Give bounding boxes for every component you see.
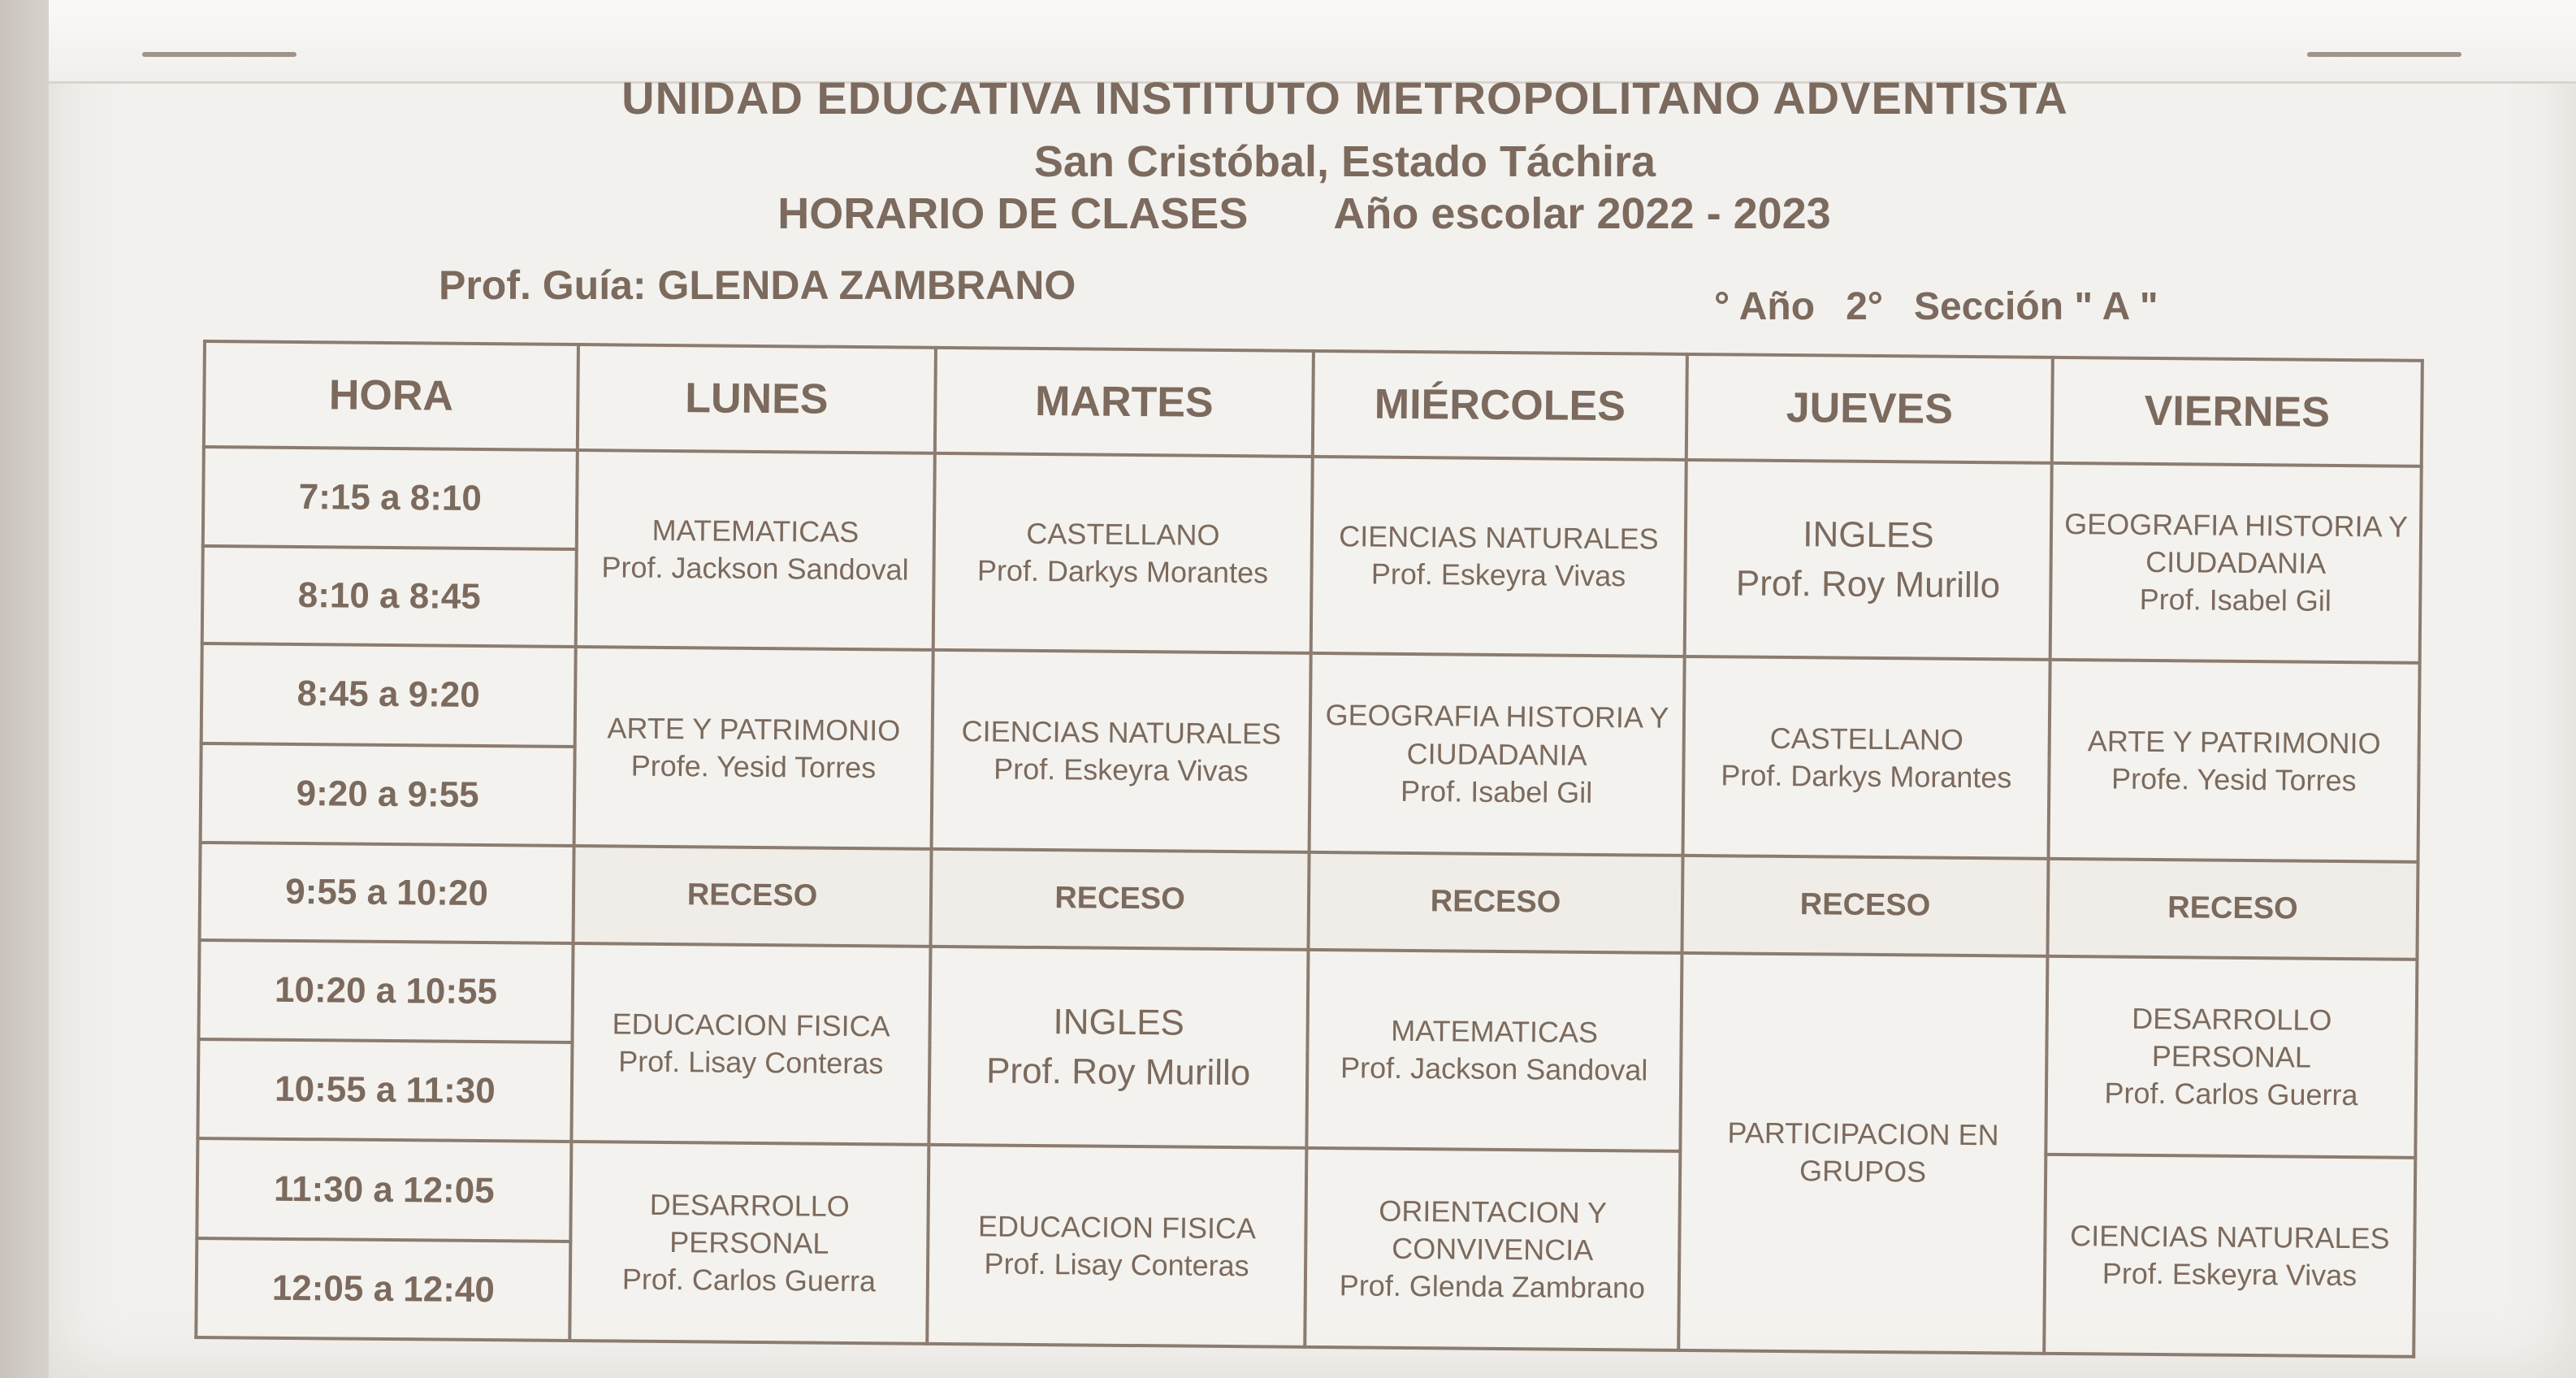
class-cell-viernes (2049, 660, 2420, 861)
subject-name: ARTE Y PATRIMONIO (607, 710, 901, 748)
class-cell-lunes (574, 647, 933, 848)
subject-name: INGLES (1803, 514, 1934, 556)
time-slot: 11:30 a 12:05 (197, 1138, 571, 1241)
class-cell-lunes (576, 450, 935, 650)
class-schedule-table (194, 340, 2424, 1358)
recess-cell-lunes: RECESO (574, 846, 932, 947)
grade-label: ° Año (1714, 285, 1816, 328)
table-row (197, 1138, 2415, 1257)
table-row (201, 644, 2420, 762)
teacher-name: Prof. Isabel Gil (1400, 774, 1593, 809)
time-slot: 9:55 a 10:20 (200, 843, 574, 943)
time-slot: 12:05 a 12:40 (196, 1238, 570, 1341)
teacher-name: Prof. Isabel Gil (2139, 583, 2332, 618)
class-cell-martes (929, 947, 1308, 1149)
subject-name: DESARROLLO PERSONAL (2132, 1001, 2332, 1074)
class-cell-lunes (571, 943, 930, 1145)
subject-name: MATEMATICAS (1391, 1013, 1599, 1050)
subject-name: CASTELLANO (1026, 516, 1220, 552)
teacher-name: Prof. Darkys Morantes (1721, 757, 2012, 795)
section-label: Sección " A " (1913, 285, 2158, 328)
teacher-name: Prof. Jackson Sandoval (601, 550, 909, 587)
guide-teacher: Prof. Guía: GLENDA ZAMBRANO (439, 262, 1076, 308)
class-cell-miercoles (1305, 1148, 1680, 1350)
time-slot: 8:10 a 8:45 (202, 546, 577, 647)
class-cell-viernes (2050, 463, 2422, 663)
column-martes: MARTES (935, 348, 1314, 457)
subject-name: INGLES (1053, 1001, 1185, 1043)
table-row (203, 447, 2422, 566)
school-year: Año escolar 2022 - 2023 (1333, 189, 1831, 238)
recess-cell-martes: RECESO (931, 849, 1310, 950)
subject-name: CIENCIAS NATURALES (2070, 1218, 2390, 1255)
teacher-name: Profe. Yesid Torres (630, 748, 877, 784)
class-cell-miercoles (1306, 950, 1682, 1152)
column-miercoles: MIÉRCOLES (1313, 351, 1687, 460)
teacher-name: Prof. Roy Murillo (1735, 563, 2001, 606)
column-lunes: LUNES (578, 344, 936, 453)
column-jueves: JUEVES (1686, 354, 2053, 463)
recess-cell-miercoles: RECESO (1308, 852, 1682, 953)
time-slot: 10:20 a 10:55 (198, 940, 573, 1042)
teacher-name: Prof. Lisay Conteras (618, 1044, 884, 1081)
time-slot: 8:45 a 9:20 (201, 644, 576, 746)
class-cell-jueves (1683, 656, 2050, 858)
subject-name: GEOGRAFIA HISTORIA Y CIUDADANIA (2064, 507, 2409, 580)
class-cell-miercoles (1310, 653, 1685, 856)
class-cell-viernes (2046, 956, 2417, 1158)
subject-name: CIENCIAS NATURALES (961, 713, 1282, 751)
class-cell-miercoles (1311, 457, 1686, 656)
time-slot: 7:15 a 8:10 (203, 447, 578, 549)
teacher-name: Profe. Yesid Torres (2111, 761, 2357, 797)
class-cell-jueves (1685, 460, 2052, 660)
teacher-name: Prof. Carlos Guerra (621, 1262, 877, 1298)
teacher-name: Prof. Roy Murillo (985, 1051, 1251, 1094)
table-row (198, 940, 2417, 1059)
recess-row (200, 843, 2418, 960)
class-cell-martes (927, 1145, 1306, 1347)
time-slot: 10:55 a 11:30 (197, 1039, 572, 1142)
subject-name: MATEMATICAS (652, 513, 859, 549)
class-cell-jueves (1678, 953, 2047, 1354)
subject-name: CASTELLANO (1769, 721, 1963, 756)
schedule-title: HORARIO DE CLASES (777, 189, 1249, 238)
subject-name: ARTE Y PATRIMONIO (2087, 723, 2381, 760)
header-row (204, 341, 2422, 466)
column-hora: HORA (204, 341, 578, 450)
class-cell-lunes (569, 1142, 929, 1343)
recess-cell-jueves: RECESO (1682, 856, 2048, 956)
teacher-name: Prof. Jackson Sandoval (1340, 1051, 1648, 1087)
subject-name: CIENCIAS NATURALES (1339, 519, 1659, 556)
teacher-name: Prof. Eskeyra Vivas (2102, 1256, 2357, 1292)
subject-name: PARTICIPACION EN GRUPOS (1727, 1116, 1999, 1190)
teacher-name: Prof. Darkys Morantes (976, 553, 1269, 590)
teacher-name: Prof. Eskeyra Vivas (1370, 557, 1626, 593)
teacher-name: Prof. Eskeyra Vivas (994, 752, 1249, 787)
time-slot: 9:20 a 9:55 (201, 743, 575, 846)
subject-name: GEOGRAFIA HISTORIA Y CIUDADANIA (1325, 698, 1669, 772)
teacher-name: Prof. Lisay Conteras (984, 1246, 1249, 1283)
subject-name: EDUCACION FISICA (612, 1007, 890, 1043)
schedule-title-line (0, 188, 2576, 239)
subject-name: ORIENTACION Y CONVIVENCIA (1379, 1194, 1608, 1267)
school-name: UNIDAD EDUCATIVA INSTITUTO METROPOLITANO ADVENTISTA (621, 72, 2068, 124)
teacher-name: Prof. Glenda Zambrano (1339, 1268, 1646, 1305)
subject-name: EDUCACION FISICA (977, 1209, 1257, 1246)
subject-name: DESARROLLO PERSONAL (649, 1187, 850, 1260)
grade-section (1714, 284, 2189, 329)
class-cell-viernes (2044, 1155, 2415, 1356)
class-cell-martes (932, 650, 1311, 852)
tape-strip-right (2307, 52, 2461, 57)
school-location: San Cristóbal, Estado Táchira (1033, 137, 1656, 186)
grade-number: 2° (1846, 285, 1883, 328)
tape-strip-left (142, 52, 297, 57)
column-viernes: VIERNES (2052, 358, 2422, 466)
teacher-name: Prof. Carlos Guerra (2104, 1076, 2358, 1112)
recess-cell-viernes: RECESO (2047, 859, 2418, 960)
class-cell-martes (933, 453, 1313, 653)
